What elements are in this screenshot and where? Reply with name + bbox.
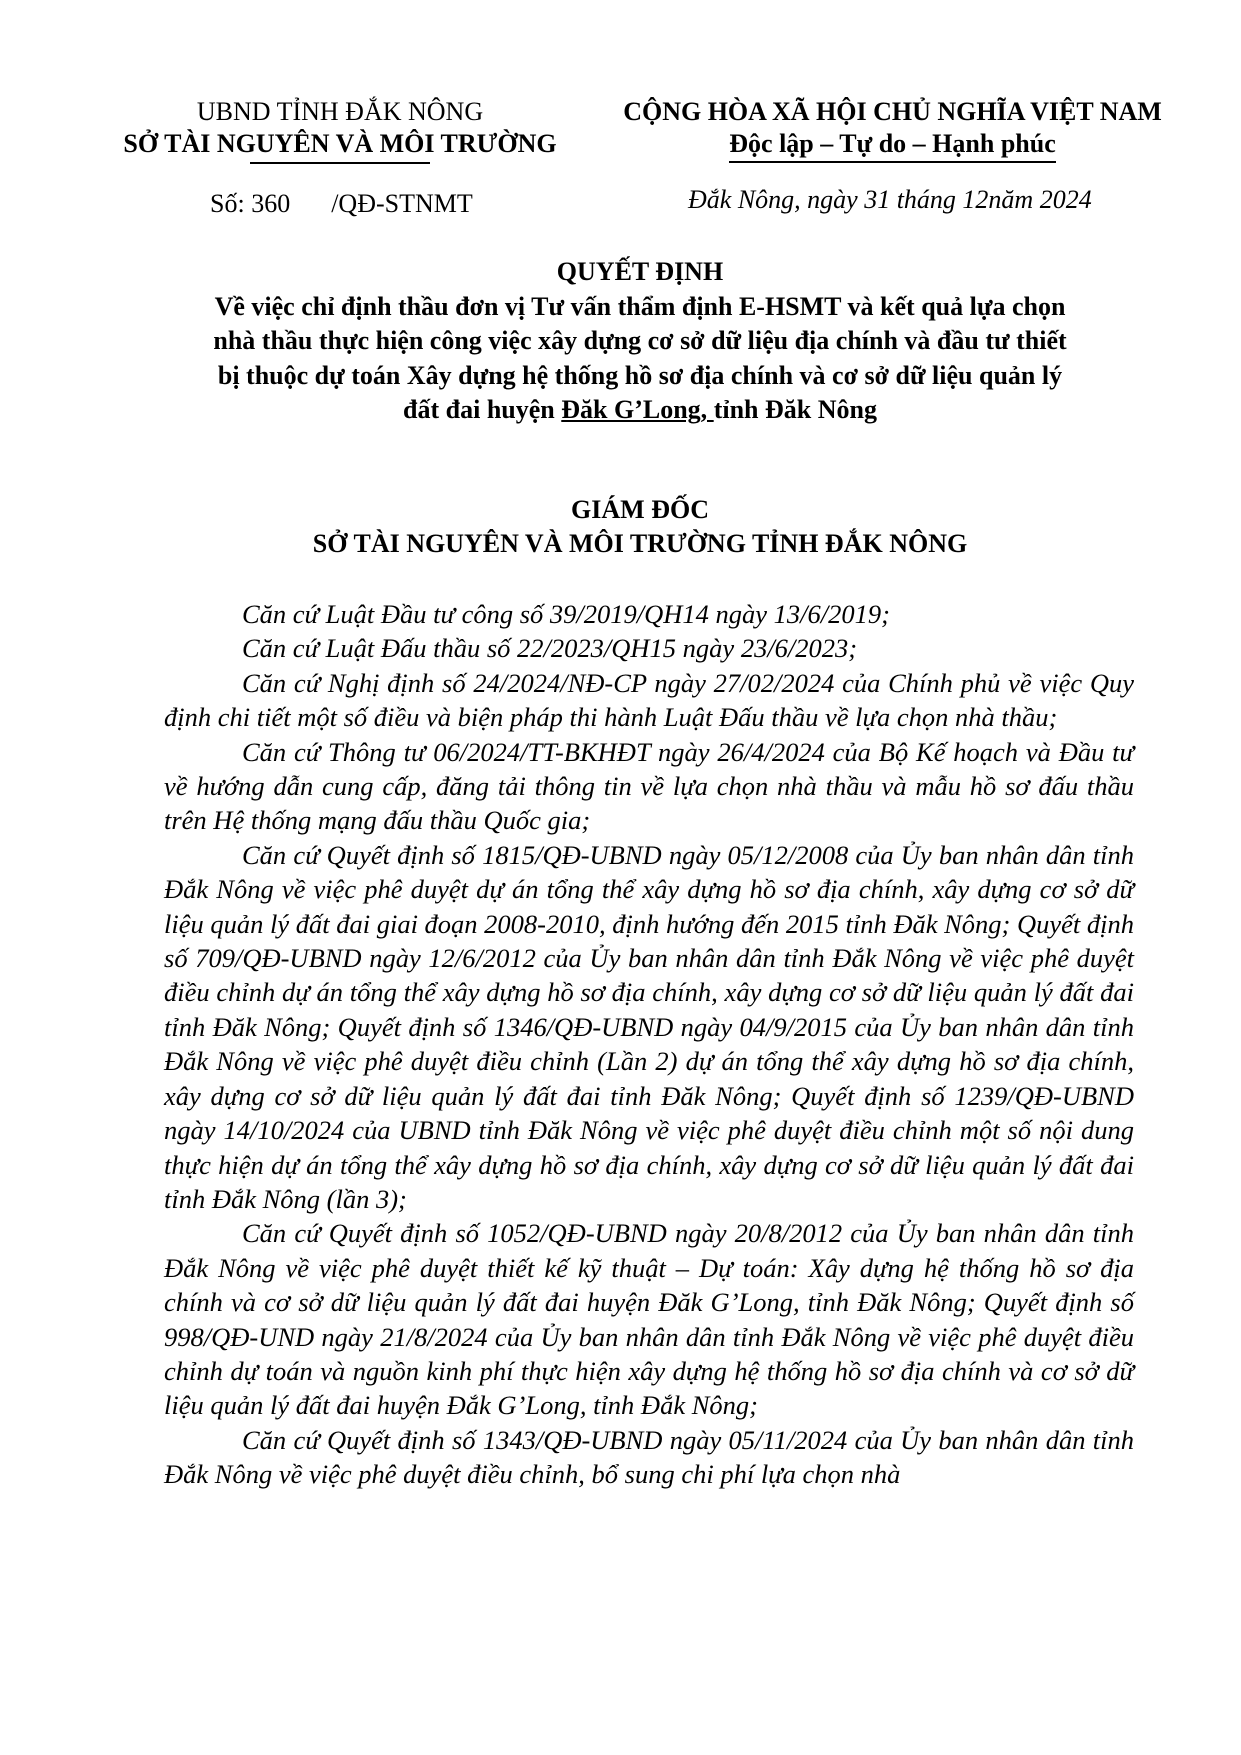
doc-number-value: 360 — [251, 189, 291, 218]
agency-underline — [250, 162, 430, 164]
issuing-agency — [110, 96, 570, 164]
decision-subject-line-4 — [150, 393, 1130, 428]
district-name: Đăk G’Long, — [561, 395, 714, 424]
motto: Độc lập – Tự do – Hạnh phúc — [729, 128, 1056, 163]
subject-line-4-part-c: tỉnh Đăk Nông — [713, 395, 877, 424]
decision-subject-line-3: bị thuộc dự toán Xây dựng hệ thống hồ sơ địa chính và cơ sở dữ liệu quản lý — [217, 360, 1063, 390]
document-number — [210, 188, 473, 220]
legal-basis — [164, 597, 1134, 1492]
basis-paragraph-4: Căn cứ Thông tư 06/2024/TT-BKHĐT ngày 26/4/2024 của Bộ Kế hoạch và Đầu tư về hướng dẫn cung cấp, đăng tải thông tin về lựa chọn nhà thầu và mẫu hồ sơ đấu thầu trên Hệ thống mạng đấu thầu Quốc gia; — [164, 736, 1134, 836]
doc-number-suffix: /QĐ-STNMT — [331, 189, 473, 218]
basis-paragraph-6: Căn cứ Quyết định số 1052/QĐ-UBND ngày 20/8/2012 của Ủy ban nhân dân tỉnh Đắk Nông về việc phê duyệt thiết kế kỹ thuật – Dự toán: Xây dựng hệ thống hồ sơ địa chính và cơ sở dữ liệu quản lý đất đai huyện Đăk G’Long, tỉnh Đăk Nông; Quyết định số 998/QĐ-UND ngày 21/8/2024 của Ủy ban nhân dân tỉnh Đắk Nông về việc phê duyệt điều chỉnh dự toán và nguồn kinh phí thực hiện xây dựng hệ thống hồ sơ địa chính và cơ sở dữ liệu quản lý đất đai huyện Đắk G’Long, tỉnh Đắk Nông; — [164, 1218, 1134, 1421]
basis-paragraph-7: Căn cứ Quyết định số 1343/QĐ-UBND ngày 05/11/2024 của Ủy ban nhân dân tỉnh Đắk Nông về việc phê duyệt điều chỉnh, bổ sung chi phí lựa chọn nhà — [164, 1424, 1134, 1490]
basis-paragraph-3: Căn cứ Nghị định số 24/2024/NĐ-CP ngày 27/02/2024 của Chính phủ về việc Quy định chi tiết một số điều và biện pháp thi hành Luật Đấu thầu về lựa chọn nhà thầu; — [164, 667, 1134, 733]
subject-line-4-part-a: đất đai huyện — [403, 395, 562, 424]
decision-subject-line-1: Về việc chỉ định thầu đơn vị Tư vấn thẩm định E-HSMT và kết quả lựa chọn — [214, 291, 1066, 321]
doc-number-prefix: Số: — [210, 189, 252, 218]
authority-title: GIÁM ĐỐC — [571, 495, 709, 524]
basis-paragraph-1: Căn cứ Luật Đầu tư công số 39/2019/QH14 ngày 13/6/2019; — [242, 599, 890, 629]
decision-title — [150, 255, 1130, 428]
national-title — [605, 96, 1180, 163]
decision-subject-line-2: nhà thầu thực hiện công việc xây dựng cơ sở dữ liệu địa chính và đầu tư thiết — [213, 326, 1067, 355]
decision-heading: QUYẾT ĐỊNH — [556, 257, 724, 286]
agency-name: SỞ TÀI NGUYÊN VÀ MÔI TRƯỜNG — [123, 129, 557, 158]
agency-parent: UBND TỈNH ĐẮK NÔNG — [196, 97, 484, 126]
place-date: Đắk Nông, ngày 31 tháng 12năm 2024 — [688, 185, 1092, 214]
country-name: CỘNG HÒA XÃ HỘI CHỦ NGHĨA VIỆT NAM — [623, 97, 1162, 126]
authority-block — [150, 493, 1130, 561]
authority-organization: SỞ TÀI NGUYÊN VÀ MÔI TRƯỜNG TỈNH ĐẮK NÔNG — [312, 529, 968, 558]
basis-paragraph-2: Căn cứ Luật Đấu thầu số 22/2023/QH15 ngày 23/6/2023; — [242, 633, 858, 664]
basis-paragraph-5: Căn cứ Quyết định số 1815/QĐ-UBND ngày 05/12/2008 của Ủy ban nhân dân tỉnh Đắk Nông về việc phê duyệt dự án tổng thể xây dựng hồ sơ địa chính, xây dựng cơ sở dữ liệu quản lý đất đai giai đoạn 2008-2010, định hướng đến 2015 tỉnh Đăk Nông; Quyết định số 709/QĐ-UBND ngày 12/6/2012 của Ủy ban nhân dân tỉnh Đắk Nông về việc phê duyệt điều chỉnh dự án tổng thể xây dựng hồ sơ địa chính, xây dựng cơ sở dữ liệu quản lý đất đai tỉnh Đăk Nông; Quyết định số 1346/QĐ-UBND ngày 04/9/2015 của Ủy ban nhân dân tỉnh Đắk Nông về việc phê duyệt điều chỉnh (Lần 2) dự án tổng thể xây dựng hồ sơ địa chính, xây dựng cơ sở dữ liệu quản lý đất đai tỉnh Đăk Nông; Quyết định số 1239/QĐ-UBND ngày 14/10/2024 của UBND tỉnh Đăk Nông về việc phê duyệt điều chỉnh một số nội dung thực hiện dự án tổng thể xây dựng hồ sơ địa chính, xây dựng cơ sở dữ liệu quản lý đất đai tỉnh Đắk Nông (lần 3); — [164, 839, 1134, 1214]
